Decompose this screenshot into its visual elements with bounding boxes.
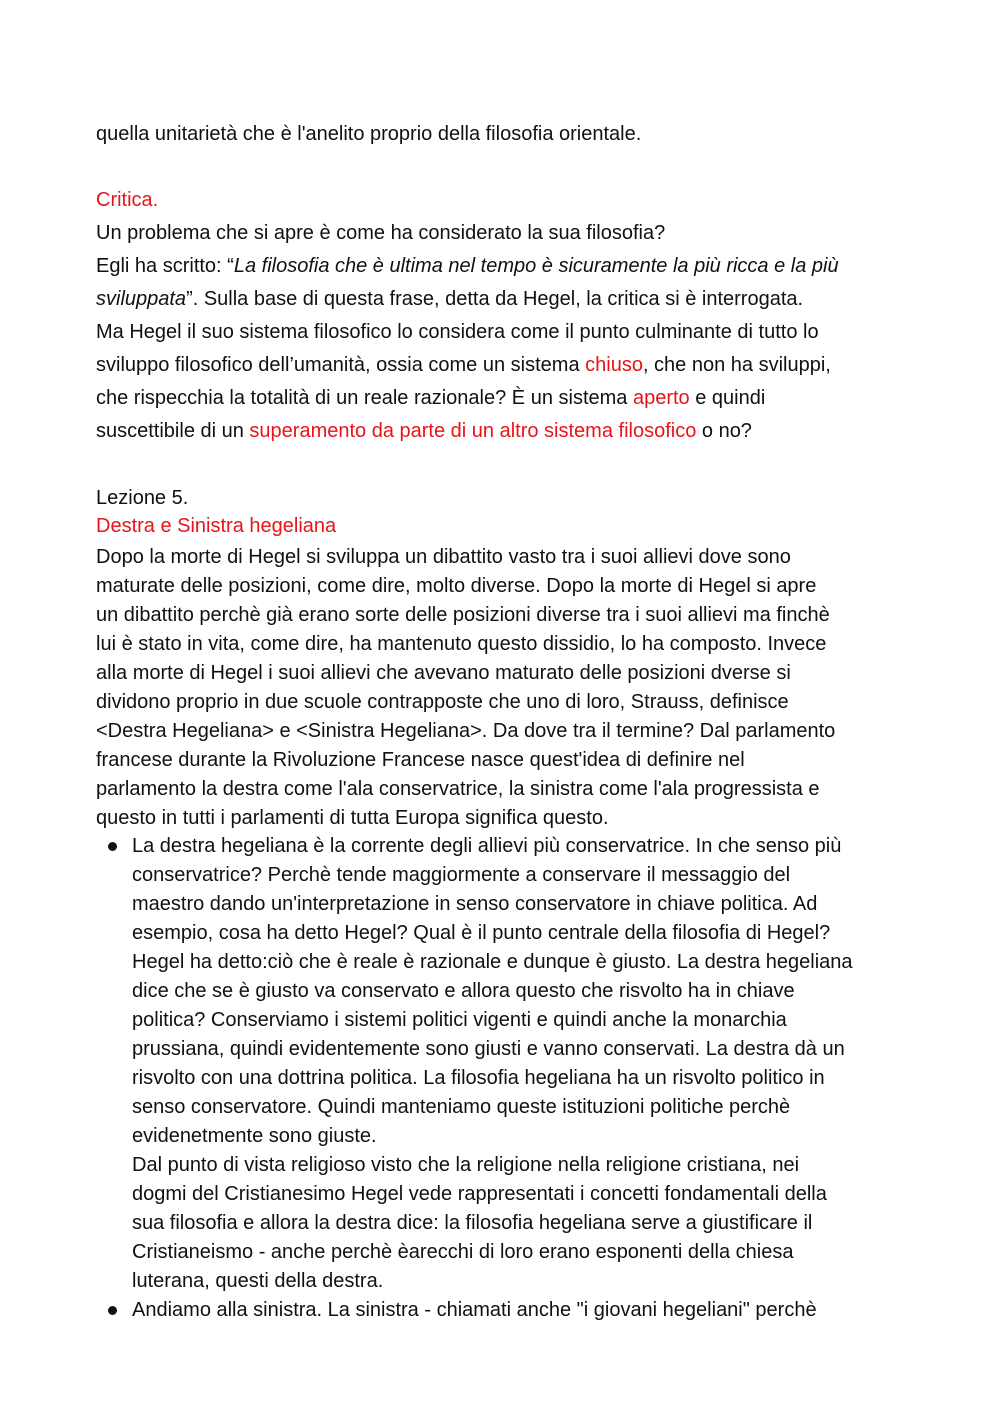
bullet-line: Andiamo alla sinistra. La sinistra - chiamati anche "i giovani hegeliani" perchè bbox=[132, 1299, 817, 1321]
bullet-line: sua filosofia e allora la destra dice: la filosofia hegeliana serve a giustificare il bbox=[132, 1212, 813, 1234]
quote-text-2: sviluppata bbox=[96, 288, 187, 310]
bullet-line: La destra hegeliana è la corrente degli allievi più conservatrice. In che senso più bbox=[132, 835, 842, 857]
highlight-aperto: aperto bbox=[632, 387, 690, 409]
bullet-line: esempio, cosa ha detto Hegel? Qual è il punto centrale della filosofia di Hegel? bbox=[132, 922, 831, 944]
bullet-line: dogmi del Cristianesimo Hegel vede rappresentati i concetti fondamentali della bbox=[132, 1183, 827, 1205]
bullet-line: politica? Conserviamo i sistemi politici vigenti e quindi anche la monarchia bbox=[132, 1009, 787, 1031]
paragraph-line: Dopo la morte di Hegel si sviluppa un dibattito vasto tra i suoi allievi dove sono bbox=[96, 546, 791, 568]
bullet-item-destra bbox=[96, 832, 916, 1296]
quote-open: Egli ha scritto: “ bbox=[96, 255, 234, 277]
line7-text: suscettibile di un bbox=[96, 420, 250, 442]
bullet-line: Dal punto di vista religioso visto che la religione nella religione cristiana, nei bbox=[132, 1154, 800, 1176]
paragraph-line: alla morte di Hegel i suoi allievi che avevano maturato delle posizioni dverse si bbox=[96, 662, 791, 684]
bullet-line: dice che se è giusto va conservato e allora questo che risvolto ha in chiave bbox=[132, 980, 795, 1002]
line5-text: sviluppo filosofico dell’umanità, ossia come un sistema bbox=[96, 354, 586, 376]
paragraph-line: parlamento la destra come l'ala conservatrice, la sinistra come l'ala progressista e bbox=[96, 778, 820, 800]
bullet-line: Cristianeismo - anche perchè èarecchi di loro erano esponenti della chiesa bbox=[132, 1241, 794, 1263]
line6-text: che rispecchia la totalità di un reale razionale? È un sistema bbox=[96, 387, 633, 409]
intro-paragraph bbox=[96, 543, 916, 833]
critica-heading: Critica. bbox=[96, 189, 159, 211]
critica-line-3 bbox=[96, 288, 803, 311]
bullet-line: Hegel ha detto:ciò che è reale è razionale e dunque è giusto. La destra hegeliana bbox=[132, 951, 853, 973]
bullet-line: maestro dando un'interpretazione in senso conservatore in chiave politica. Ad bbox=[132, 893, 818, 915]
paragraph-line: un dibattito perchè già erano sorte delle posizioni diverse tra i suoi allievi ma finchè bbox=[96, 604, 830, 626]
highlight-chiuso: chiuso bbox=[585, 354, 643, 376]
paragraph-line: <Destra Hegeliana> e <Sinistra Hegeliana>. Da dove tra il termine? Dal parlamento bbox=[96, 720, 836, 742]
lezione-heading: Lezione 5. bbox=[96, 487, 189, 509]
bullet-line: luterana, questi della destra. bbox=[132, 1270, 384, 1292]
critica-line-5 bbox=[96, 354, 831, 377]
bullet-icon bbox=[108, 1306, 117, 1315]
line6-suffix: e quindi bbox=[689, 387, 766, 409]
bullet-item-sinistra bbox=[96, 1296, 916, 1325]
critica-line-4: Ma Hegel il suo sistema filosofico lo considera come il punto culminante di tutto lo bbox=[96, 321, 819, 343]
critica-line-2 bbox=[96, 255, 839, 278]
line7-suffix: o no? bbox=[696, 420, 752, 442]
intro-line: quella unitarietà che è l'anelito proprio della filosofia orientale. bbox=[96, 123, 642, 145]
bullet-line: prussiana, quindi evidentemente sono giusti e vanno conservati. La destra dà un bbox=[132, 1038, 845, 1060]
critica-line-1: Un problema che si apre è come ha considerato la sua filosofia? bbox=[96, 222, 666, 244]
critica-line-6 bbox=[96, 387, 765, 410]
quote-text-1: La filosofia che è ultima nel tempo è sicuramente la più ricca e la più bbox=[233, 255, 839, 277]
paragraph-line: francese durante la Rivoluzione Francese nasce quest'idea di definire nel bbox=[96, 749, 745, 771]
paragraph-line: maturate delle posizioni, come dire, molto diverse. Dopo la morte di Hegel si apre bbox=[96, 575, 817, 597]
paragraph-line: lui è stato in vita, come dire, ha mantenuto questo dissidio, lo ha composto. Invece bbox=[96, 633, 827, 655]
critica-line-7 bbox=[96, 420, 752, 443]
quote-close: ”. Sulla base di questa frase, detta da Hegel, la critica si è interrogata. bbox=[186, 288, 804, 310]
bullet-line: conservatrice? Perchè tende maggiormente a conservare il messaggio del bbox=[132, 864, 791, 886]
section-title: Destra e Sinistra hegeliana bbox=[96, 515, 337, 537]
paragraph-line: dividono proprio in due scuole contrapposte che uno di loro, Strauss, definisce bbox=[96, 691, 789, 713]
paragraph-line: questo in tutti i parlamenti di tutta Europa significa questo. bbox=[96, 807, 609, 829]
bullet-icon bbox=[108, 842, 117, 851]
highlight-superamento: superamento da parte di un altro sistema filosofico bbox=[249, 420, 697, 442]
bullet-line: senso conservatore. Quindi manteniamo queste istituzioni politiche perchè bbox=[132, 1096, 791, 1118]
bullet-line: evidenetmente sono giuste. bbox=[132, 1125, 377, 1147]
line5-suffix: , che non ha sviluppi, bbox=[642, 354, 831, 376]
bullet-line: risvolto con una dottrina politica. La filosofia hegeliana ha un risvolto politico in bbox=[132, 1067, 825, 1089]
bullet-list bbox=[96, 832, 916, 1325]
